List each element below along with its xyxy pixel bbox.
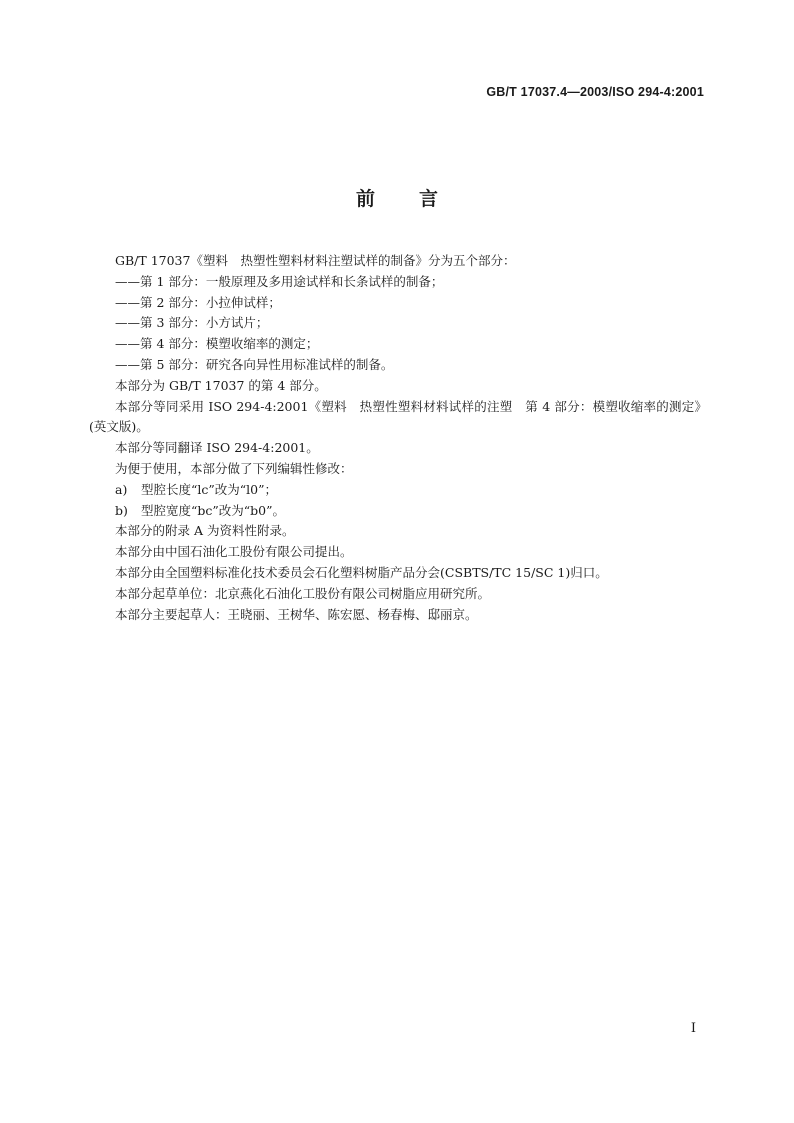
standard-code: GB/T 17037.4—2003/ISO 294-4:2001 — [486, 85, 704, 99]
part-list-item-3: ——第 3 部分：小方试片； — [115, 315, 269, 331]
edit-item-text: 型腔长度“lc”改为“l0”； — [141, 481, 278, 497]
paragraph-translation: 本部分等同翻译 ISO 294-4:2001。 — [115, 440, 319, 456]
paragraph-centralized: 本部分由全国塑料标准化技术委员会石化塑料树脂产品分会(CSBTS/TC 15/SC 1)归口。 — [115, 564, 608, 580]
paragraph-drafters: 本部分主要起草人：王晓丽、王树华、陈宏愿、杨春梅、邸丽京。 — [115, 606, 478, 622]
part-list-item-1: ——第 1 部分：一般原理及多用途试样和长条试样的制备； — [115, 273, 444, 289]
page-number: I — [690, 1021, 696, 1036]
paragraph-adoption: 本部分等同采用 ISO 294-4:2001《塑料 热塑性塑料材料试样的注塑 第 4 部分：模塑收缩率的测定》(英文版)。 — [89, 398, 707, 435]
edit-item-label: b) — [115, 502, 128, 518]
edit-item-b — [89, 501, 707, 522]
foreword-body — [89, 251, 707, 625]
part-list-item-5: ——第 5 部分：研究各向异性用标准试样的制备。 — [115, 356, 394, 372]
part-list-item-4: ——第 4 部分：模塑收缩率的测定； — [115, 336, 319, 352]
paragraph-part-number: 本部分为 GB/T 17037 的第 4 部分。 — [115, 377, 327, 393]
paragraph-proposer: 本部分由中国石油化工股份有限公司提出。 — [115, 544, 353, 560]
page-title-char-1: 前 — [355, 188, 375, 210]
page-title-char-2: 言 — [419, 188, 439, 210]
paragraph-drafting-unit: 本部分起草单位：北京燕化石油化工股份有限公司树脂应用研究所。 — [115, 585, 491, 601]
paragraph-edits-intro: 为便于使用，本部分做了下列编辑性修改： — [115, 460, 353, 476]
edit-item-text: 型腔宽度“bc”改为“b0”。 — [141, 502, 286, 518]
edit-item-a — [89, 480, 707, 501]
page-title — [0, 184, 794, 211]
paragraph-intro: GB/T 17037《塑料 热塑性塑料材料注塑试样的制备》分为五个部分： — [115, 253, 516, 268]
paragraph-annex: 本部分的附录 A 为资料性附录。 — [115, 523, 295, 539]
part-list-item-2: ——第 2 部分：小拉伸试样； — [115, 294, 281, 310]
edit-item-label: a) — [115, 481, 128, 497]
